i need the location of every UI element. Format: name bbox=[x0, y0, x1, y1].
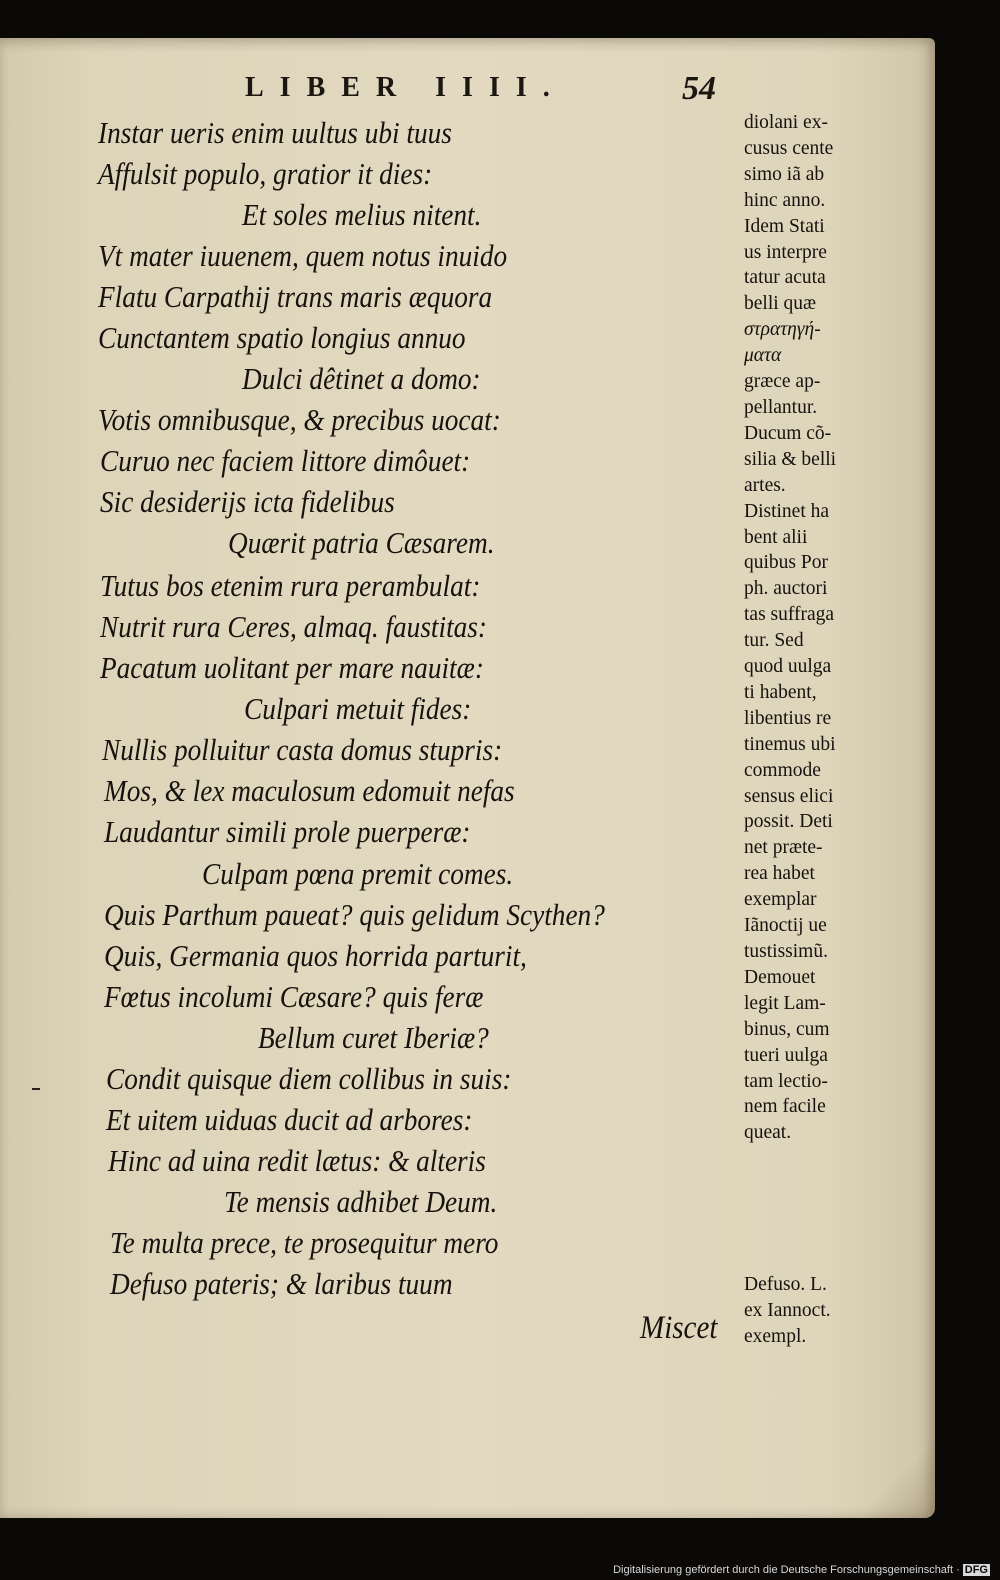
note-line: Idem Stati bbox=[744, 215, 825, 237]
note-line: us interpre bbox=[744, 241, 827, 263]
dfg-logo-icon: DFG bbox=[964, 1564, 988, 1576]
verse-line: Culpari metuit fides: bbox=[244, 691, 472, 726]
verse-line: Te multa prece, te prosequitur mero bbox=[110, 1225, 499, 1260]
note-line: bent alii bbox=[744, 526, 808, 548]
digitization-credit bbox=[613, 1564, 990, 1576]
note-line: sensus elici bbox=[744, 785, 834, 807]
verse-line: Nullis polluitur casta domus stupris: bbox=[102, 732, 503, 767]
page-number: 54 bbox=[682, 70, 716, 107]
note-line: tinemus ubi bbox=[744, 733, 836, 755]
verse-line: Nutrit rura Ceres, almaq. faustitas: bbox=[100, 609, 488, 644]
note-line: ex Iannoct. bbox=[744, 1299, 831, 1321]
note-line: græce ap- bbox=[744, 371, 821, 393]
verse-line: Affulsit populo, gratior it dies: bbox=[98, 156, 433, 191]
note-line: tam lectio- bbox=[744, 1070, 828, 1092]
verse-line: Quærit patria Cæsarem. bbox=[228, 525, 495, 560]
note-line: simo iã ab bbox=[744, 163, 825, 185]
verse-line: Te mensis adhibet Deum. bbox=[224, 1184, 498, 1219]
note-line: net præte- bbox=[744, 837, 823, 859]
verse-line: Votis omnibusque, & precibus uocat: bbox=[98, 402, 501, 437]
verse-line: Dulci dêtinet a domo: bbox=[242, 361, 481, 396]
note-line: cusus cente bbox=[744, 137, 834, 159]
note-line: Ducum cõ- bbox=[744, 422, 832, 444]
note-line: Demouet bbox=[744, 966, 816, 988]
verse-line: Bellum curet Iberiæ? bbox=[258, 1020, 489, 1055]
note-line: exemplar bbox=[744, 889, 817, 911]
note-line: Defuso. L. bbox=[744, 1274, 827, 1295]
verse-line: Sic desiderijs icta fidelibus bbox=[100, 484, 395, 519]
note-line: quibus Por bbox=[744, 552, 828, 574]
verse-line: Culpam pœna premit comes. bbox=[202, 856, 514, 891]
verse-line: Curuo nec faciem littore dimôuet: bbox=[100, 443, 471, 478]
note-line: diolani ex- bbox=[744, 112, 828, 133]
verse-line: Et uitem uiduas ducit ad arbores: bbox=[106, 1102, 473, 1137]
verse-line: Fœtus incolumi Cæsare? quis feræ bbox=[104, 979, 484, 1014]
verse-line: Quis Parthum paueat? quis gelidum Scythen? bbox=[104, 897, 605, 932]
verse-line: Pacatum uolitant per mare nauitæ: bbox=[100, 650, 484, 685]
note-line: pellantur. bbox=[744, 396, 818, 418]
verse-line: Tutus bos etenim rura perambulat: bbox=[100, 568, 481, 603]
running-title: LIBER IIII. bbox=[245, 72, 566, 103]
verse-line: Hinc ad uina redit lætus: & alteris bbox=[108, 1143, 486, 1178]
note-line: commode bbox=[744, 759, 821, 781]
note-line: possit. Deti bbox=[744, 811, 833, 833]
note-line: tas suffraga bbox=[744, 604, 835, 626]
note-line: Iãnoctij ue bbox=[744, 915, 827, 937]
note-line: artes. bbox=[744, 474, 786, 496]
note-line: nem facile bbox=[744, 1096, 826, 1118]
note-line: στρατηγή- bbox=[744, 319, 821, 341]
note-line: binus, cum bbox=[744, 1018, 830, 1040]
verse-line: Cunctantem spatio longius annuo bbox=[98, 320, 466, 355]
note-line: rea habet bbox=[744, 863, 815, 885]
catchword: Miscet bbox=[640, 1310, 718, 1346]
note-line: tur. Sed bbox=[744, 630, 804, 652]
note-line: ματα bbox=[744, 345, 782, 367]
note-line: belli quæ bbox=[744, 293, 817, 315]
verse-line: Quis, Germania quos horrida parturit, bbox=[104, 938, 527, 973]
note-line: ph. auctori bbox=[744, 578, 828, 600]
margin-mark bbox=[32, 1088, 40, 1090]
margin-note-variant bbox=[744, 1272, 884, 1350]
verse-line: Defuso pateris; & laribus tuum bbox=[110, 1266, 453, 1301]
verse-line: Mos, & lex maculosum edomuit nefas bbox=[104, 773, 515, 808]
page-fold-shadow bbox=[865, 1408, 935, 1518]
note-line: hinc anno. bbox=[744, 189, 826, 211]
note-line: quod uulga bbox=[744, 656, 832, 678]
verse-line: Flatu Carpathij trans maris æquora bbox=[98, 279, 493, 314]
margin-note bbox=[744, 110, 884, 1146]
verse-line: Laudantur simili prole puerperæ: bbox=[104, 814, 471, 849]
note-line: silia & belli bbox=[744, 448, 837, 470]
verse-line: Vt mater iuuenem, quem notus inuido bbox=[98, 238, 508, 273]
note-line: tustissimũ. bbox=[744, 941, 828, 962]
note-line: ti habent, bbox=[744, 681, 817, 703]
note-line: exempl. bbox=[744, 1325, 807, 1347]
verse-line: Condit quisque diem collibus in suis: bbox=[106, 1061, 512, 1096]
note-line: tueri uulga bbox=[744, 1044, 828, 1066]
verse-line: Et soles melius nitent. bbox=[242, 197, 482, 232]
note-line: queat. bbox=[744, 1122, 792, 1144]
verse-line: Instar ueris enim uultus ubi tuus bbox=[98, 115, 452, 150]
note-line: Distinet ha bbox=[744, 500, 830, 522]
note-line: tatur acuta bbox=[744, 267, 826, 289]
note-line: libentius re bbox=[744, 707, 832, 729]
credit-text: Digitalisierung gefördert durch die Deutsche Forschungsgemeinschaft · bbox=[613, 1564, 960, 1576]
note-line: legit Lam- bbox=[744, 992, 826, 1014]
